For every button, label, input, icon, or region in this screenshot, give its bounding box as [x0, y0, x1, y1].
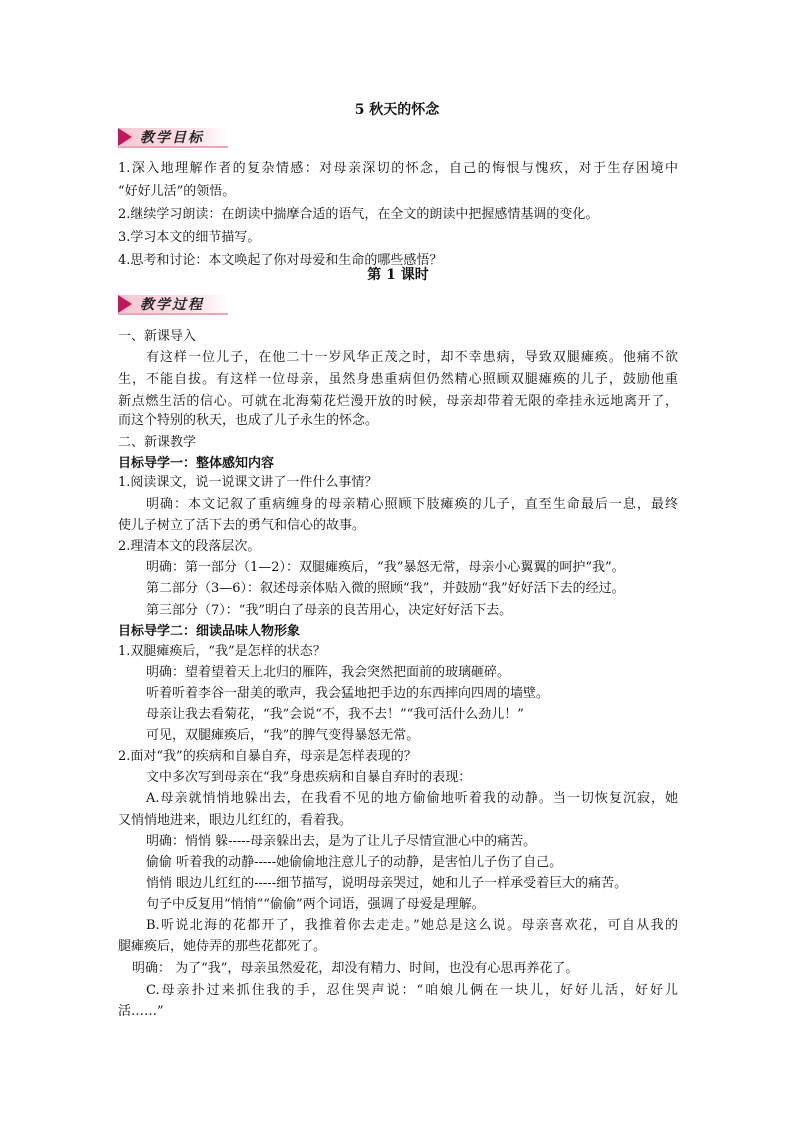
body-line: 明确：本文记叙了重病缠身的母亲精心照顾下肢瘫痪的儿子，直至生命最后一息，最终: [146, 497, 678, 512]
goal-line: “好好儿活”的领悟。: [118, 184, 236, 199]
body-line: 偷偷 听着我的动静-----她偷偷地注意儿子的动静，是害怕儿子伤了自己。: [146, 855, 563, 870]
body-line: 生，不能自拔。有这样一位母亲，虽然身患重病但仍然精心照顾双腿瘫痪的儿子，鼓励他重: [118, 372, 678, 387]
body-line: 1.双腿瘫痪后，“我”是怎样的状态？: [118, 644, 326, 659]
body-line: 目标导学一：整体感知内容: [118, 456, 275, 471]
body-line: 而这个特别的秋天，也成了儿子永生的怀念。: [118, 413, 379, 428]
goal-line: 1.深入地理解作者的复杂情感：对母亲深切的怀念，自己的悔恨与愧疚，对于生存困境中: [118, 161, 678, 176]
body-line: 明确：第一部分（1—2）：双腿瘫痪后，“我”暴怒无常，母亲小心翼翼的呵护“我”。: [146, 560, 625, 575]
body-line: 1.阅读课文，说一说课文讲了一件什么事情？: [118, 475, 378, 490]
body-line: 明确：悄悄 躲-----母亲躲出去，是为了让儿子尽情宣泄心中的痛苦。: [146, 834, 537, 849]
body-line: 听着听着李谷一甜美的歌声，我会猛地把手边的东西摔向四周的墙壁。: [146, 686, 550, 701]
body-line: 又悄悄地进来，眼边儿红红的，看着我。: [118, 813, 353, 828]
section-label: 教学目标: [140, 130, 204, 146]
body-line: 母亲让我去看菊花，“我”会说“不，我不去！”“我可活什么劲儿！”: [146, 707, 524, 722]
body-line: 目标导学二：细读品味人物形象: [118, 624, 301, 639]
lesson-heading: 第 1 课时: [367, 267, 429, 283]
goal-line: 4.思考和讨论：本文唤起了你对母爱和生命的哪些感悟？: [118, 253, 443, 268]
body-line: 使儿子树立了活下去的勇气和信心的故事。: [118, 518, 366, 533]
section-header-process: [118, 293, 243, 317]
body-line: 句子中反复用“悄悄”“偷偷”两个词语，强调了母爱是理解。: [146, 897, 485, 912]
body-line: B.听说北海的花都开了，我推着你去走走。”她总是这么说。母亲喜欢花，可自从我的: [146, 918, 678, 933]
body-line: 文中多次写到母亲在“我”身患疾病和自暴自弃时的表现：: [146, 770, 472, 785]
body-line: 明确：望着望着天上北归的雁阵，我会突然把面前的玻璃砸碎。: [146, 665, 511, 680]
body-line: C.母亲扑过来抓住我的手，忍住哭声说：“咱娘儿俩在一块儿，好好儿活，好好儿: [146, 983, 678, 998]
body-line: 可见，双腿瘫痪后，“我”的脾气变得暴怒无常。: [146, 728, 420, 743]
body-line: 腿瘫痪后，她侍弄的那些花都死了。: [118, 939, 327, 954]
body-line: 有这样一位儿子，在他二十一岁风华正茂之时，却不幸患病，导致双腿瘫痪。他痛不欲: [146, 350, 678, 365]
body-line: 2.理清本文的段落层次。: [118, 539, 261, 554]
body-line: 活……”: [118, 1004, 164, 1019]
body-line: 一、新课导入: [118, 329, 197, 344]
goal-line: 3.学习本文的细节描写。: [118, 230, 261, 245]
section-label: 教学过程: [140, 297, 204, 313]
section-header-goals: [118, 126, 243, 150]
page-title: 5 秋天的怀念: [354, 102, 440, 118]
body-line: 第二部分（3—6）：叙述母亲体贴入微的照顾“我”，并鼓励“我”好好活下去的经过。: [146, 581, 625, 596]
flag-icon: [118, 295, 132, 313]
goal-line: 2.继续学习朗读：在朗读中揣摩合适的语气，在全文的朗读中把握感情基调的变化。: [118, 207, 599, 222]
flag-icon: [118, 128, 132, 146]
body-line: 新点燃生活的信心。可就在北海菊花烂漫开放的时候，母亲却带着无限的牵挂永远地离开了，: [118, 394, 678, 409]
body-line: 二、新课教学: [118, 435, 197, 450]
body-line: 悄悄 眼边儿红红的-----细节描写，说明母亲哭过，她和儿子一样承受着巨大的痛苦。: [146, 876, 628, 891]
body-line: 明确： 为了“我”，母亲虽然爱花，却没有精力、时间，也没有心思再养花了。: [132, 961, 579, 976]
body-line: 2.面对“我”的疾病和自暴自弃，母亲是怎样表现的？: [118, 749, 417, 764]
body-line: A.母亲就悄悄地躲出去，在我看不见的地方偷偷地听着我的动静。当一切恢复沉寂，她: [146, 791, 678, 806]
body-line: 第三部分（7）：“我”明白了母亲的良苦用心，决定好好活下去。: [146, 603, 513, 618]
